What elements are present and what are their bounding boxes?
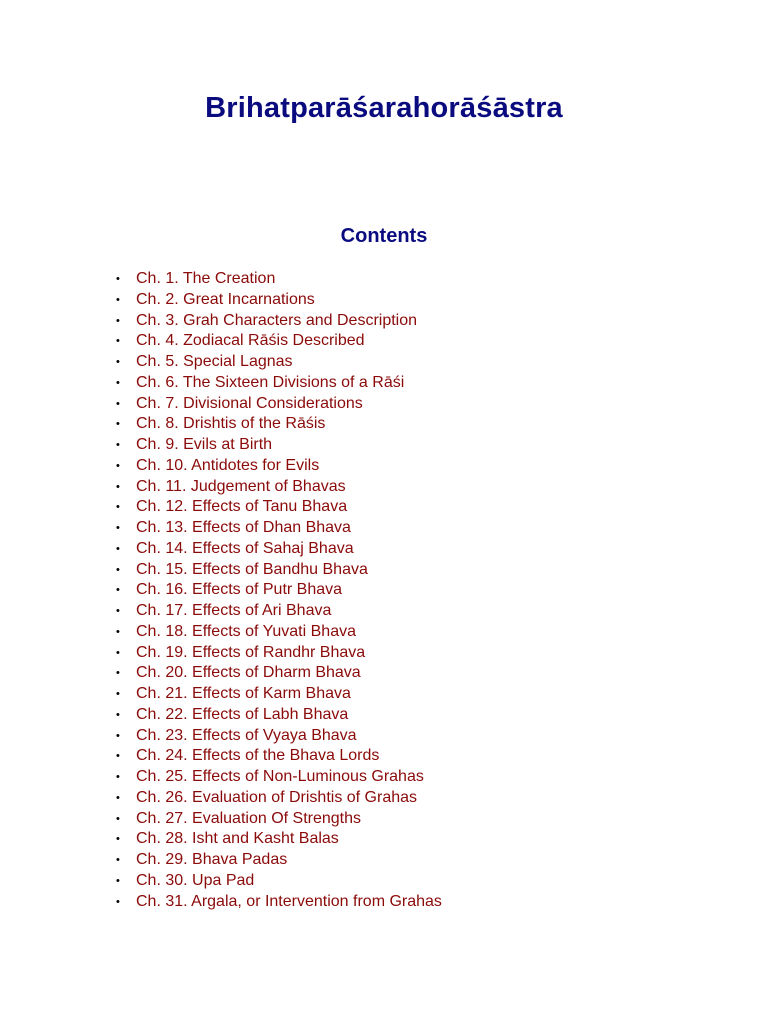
toc-item <box>116 663 442 684</box>
bullet-icon: • <box>116 812 120 825</box>
toc-item <box>116 705 442 726</box>
toc-item <box>116 809 442 830</box>
toc-item <box>116 788 442 809</box>
bullet-icon: • <box>116 439 120 451</box>
bullet-icon: • <box>116 480 120 493</box>
bullet-icon: • <box>116 459 120 472</box>
table-of-contents-list <box>116 269 442 912</box>
bullet-icon: • <box>116 584 120 597</box>
chapter-link-5[interactable]: Ch. 5. Special Lagnas <box>136 353 293 370</box>
toc-item <box>116 601 442 622</box>
chapter-link-12[interactable]: Ch. 12. Effects of Tanu Bhava <box>136 498 348 516</box>
chapter-link-14[interactable]: Ch. 14. Effects of Sahaj Bhava <box>136 539 354 557</box>
toc-item <box>116 290 442 311</box>
bullet-icon: • <box>116 501 120 514</box>
toc-item <box>116 352 442 373</box>
bullet-icon: • <box>116 293 120 306</box>
chapter-link-22[interactable]: Ch. 22. Effects of Labh Bhava <box>136 705 349 723</box>
bullet-icon: • <box>116 314 120 327</box>
bullet-icon: • <box>116 397 120 410</box>
toc-item <box>116 829 442 850</box>
toc-item <box>116 456 442 477</box>
chapter-link-13[interactable]: Ch. 13. Effects of Dhan Bhava <box>136 519 351 536</box>
toc-item <box>116 684 442 705</box>
chapter-link-31[interactable]: Ch. 31. Argala, or Intervention from Grahas <box>136 892 442 910</box>
toc-item <box>116 560 442 581</box>
bullet-icon: • <box>116 273 120 285</box>
toc-item <box>116 477 442 498</box>
bullet-icon: • <box>116 708 120 721</box>
bullet-icon: • <box>116 356 120 368</box>
toc-item <box>116 497 442 518</box>
toc-item <box>116 518 442 539</box>
chapter-link-16[interactable]: Ch. 16. Effects of Putr Bhava <box>136 581 343 599</box>
bullet-icon: • <box>116 688 120 700</box>
toc-item <box>116 331 442 352</box>
chapter-link-10[interactable]: Ch. 10. Antidotes for Evils <box>136 456 320 474</box>
bullet-icon: • <box>116 771 120 783</box>
bullet-icon: • <box>116 874 120 887</box>
bullet-icon: • <box>116 522 120 534</box>
bullet-icon: • <box>116 895 120 908</box>
toc-item <box>116 269 442 290</box>
contents-heading: Contents <box>340 225 428 247</box>
chapter-link-6[interactable]: Ch. 6. The Sixteen Divisions of a Rāśi <box>136 373 405 391</box>
toc-item <box>116 643 442 664</box>
chapter-link-17[interactable]: Ch. 17. Effects of Ari Bhava <box>136 602 332 619</box>
chapter-link-2[interactable]: Ch. 2. Great Incarnations <box>136 290 315 308</box>
bullet-icon: • <box>116 750 120 763</box>
bullet-icon: • <box>116 563 120 576</box>
toc-item <box>116 622 442 643</box>
bullet-icon: • <box>116 625 120 638</box>
toc-item <box>116 746 442 767</box>
toc-item <box>116 311 442 332</box>
toc-item <box>116 767 442 788</box>
chapter-link-11[interactable]: Ch. 11. Judgement of Bhavas <box>136 477 346 495</box>
chapter-link-8[interactable]: Ch. 8. Drishtis of the Rāśis <box>136 415 326 433</box>
bullet-icon: • <box>116 418 120 431</box>
chapter-link-9[interactable]: Ch. 9. Evils at Birth <box>136 436 273 453</box>
bullet-icon: • <box>116 854 120 866</box>
chapter-link-25[interactable]: Ch. 25. Effects of Non-Luminous Grahas <box>136 768 424 785</box>
toc-item <box>116 850 442 871</box>
bullet-icon: • <box>116 791 120 804</box>
chapter-link-1[interactable]: Ch. 1. The Creation <box>136 270 276 287</box>
toc-item <box>116 373 442 394</box>
bullet-icon: • <box>116 646 120 659</box>
toc-item <box>116 871 442 892</box>
bullet-icon: • <box>116 605 120 617</box>
chapter-link-30[interactable]: Ch. 30. Upa Pad <box>136 871 255 889</box>
bullet-icon: • <box>116 376 120 389</box>
chapter-link-18[interactable]: Ch. 18. Effects of Yuvati Bhava <box>136 622 356 640</box>
bullet-icon: • <box>116 833 120 846</box>
bullet-icon: • <box>116 729 120 742</box>
toc-item <box>116 580 442 601</box>
bullet-icon: • <box>116 667 120 680</box>
chapter-link-15[interactable]: Ch. 15. Effects of Bandhu Bhava <box>136 560 368 578</box>
toc-item <box>116 435 442 456</box>
page-title: Brihatparāśarahorāśāstra <box>205 92 563 124</box>
chapter-link-21[interactable]: Ch. 21. Effects of Karm Bhava <box>136 685 351 702</box>
toc-item <box>116 394 442 415</box>
chapter-link-27[interactable]: Ch. 27. Evaluation Of Strengths <box>136 809 362 827</box>
chapter-link-28[interactable]: Ch. 28. Isht and Kasht Balas <box>136 830 339 848</box>
toc-item <box>116 892 442 913</box>
chapter-link-20[interactable]: Ch. 20. Effects of Dharm Bhava <box>136 664 361 682</box>
chapter-link-4[interactable]: Ch. 4. Zodiacal Rāśis Described <box>136 332 365 350</box>
bullet-icon: • <box>116 335 120 348</box>
bullet-icon: • <box>116 542 120 555</box>
chapter-link-29[interactable]: Ch. 29. Bhava Padas <box>136 851 288 868</box>
toc-item <box>116 539 442 560</box>
toc-item <box>116 414 442 435</box>
chapter-link-26[interactable]: Ch. 26. Evaluation of Drishtis of Grahas <box>136 788 418 806</box>
chapter-link-19[interactable]: Ch. 19. Effects of Randhr Bhava <box>136 643 366 661</box>
chapter-link-23[interactable]: Ch. 23. Effects of Vyaya Bhava <box>136 726 357 744</box>
toc-item <box>116 726 442 747</box>
chapter-link-24[interactable]: Ch. 24. Effects of the Bhava Lords <box>136 747 380 765</box>
chapter-link-3[interactable]: Ch. 3. Grah Characters and Description <box>136 311 418 329</box>
chapter-link-7[interactable]: Ch. 7. Divisional Considerations <box>136 394 363 412</box>
